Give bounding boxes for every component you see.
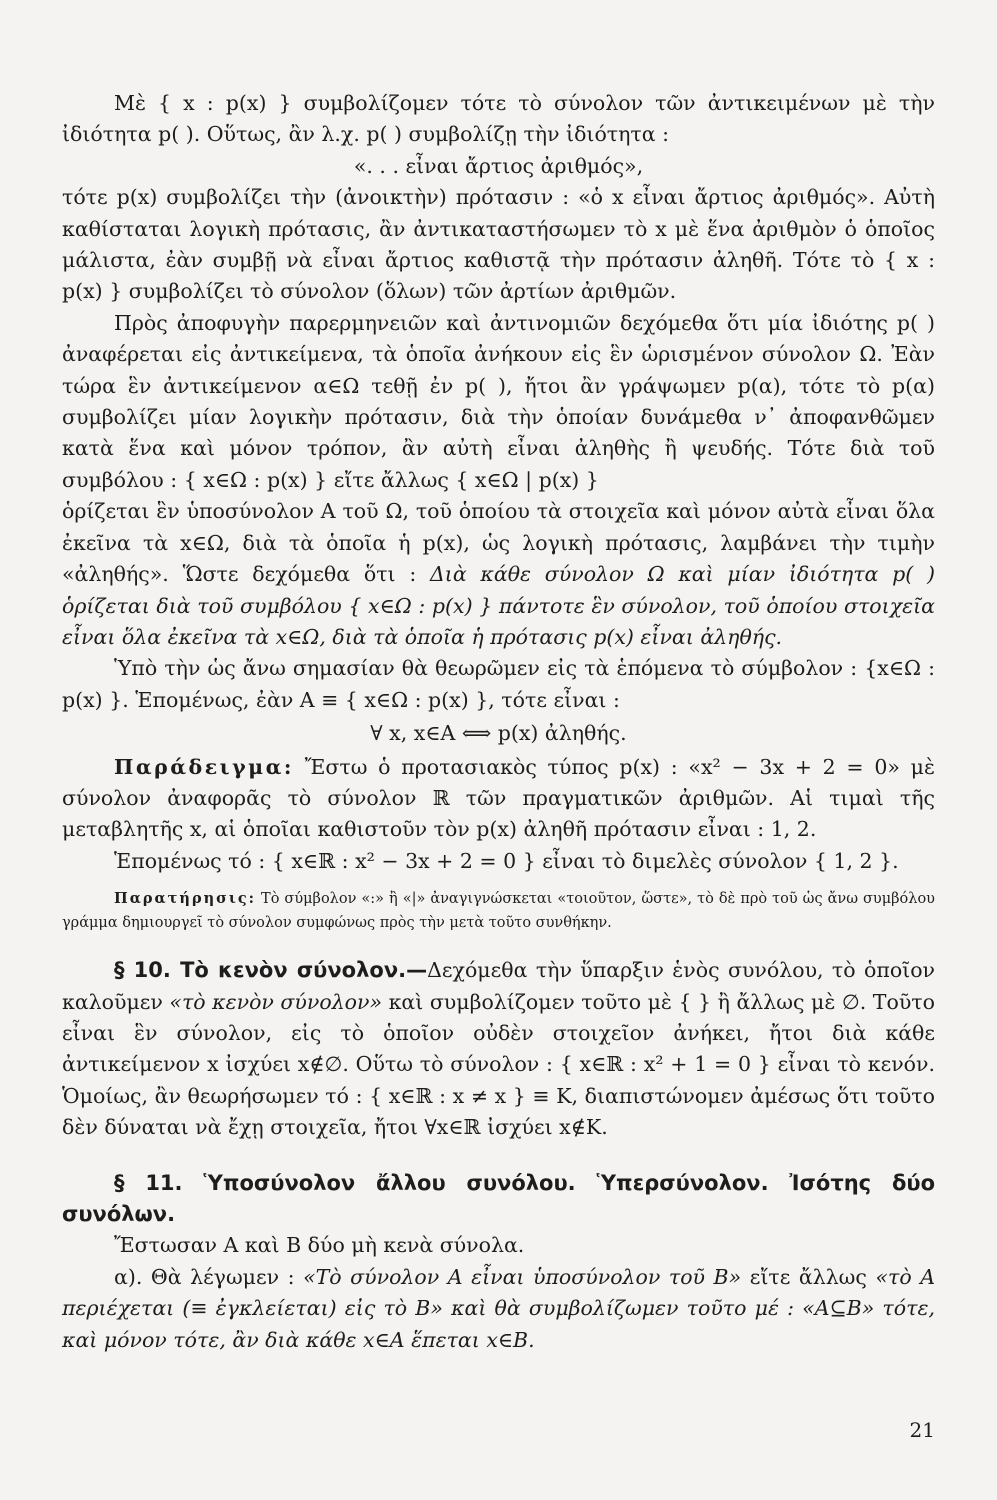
section-10-heading: § 10. Τὸ κενὸν σύνολον.— <box>114 958 428 983</box>
section-10-text-b: καὶ συμβολίζομεν τοῦτο μὲ { } ἢ ἄλλως μὲ ∅. Τοῦτο εἶναι ἓν σύνολον, εἰς τὸ ὁποῖον οὐδὲν στοιχεῖον ἀνήκει, ἤτοι διὰ κάθε ἀντικείμενον x ἰσχύει x∉∅. Οὕτω τὸ σύνολον : { x∈ℝ : x² + 1 = 0 } εἶναι τὸ κενόν. Ὁμοίως, ἂν θεωρήσωμεν τό : { x∈ℝ : x ≠ x } ≡ K, διαπιστώνομεν ἀμέσως ὅτι τοῦτο δὲν δύναται νὰ ἔχῃ στοιχεῖα, ἤτοι ∀x∈ℝ ἰσχύει x∉K. <box>62 989 935 1140</box>
remark-text: Τὸ σύμβολον «:» ἢ «|» ἀναγιγνώσκεται «τοιοῦτον, ὥστε», τὸ δὲ πρὸ τοῦ ὡς ἄνω συμβόλου γράμμα δημιουργεῖ τὸ σύνολον συμφώνως πρὸς τὴν μετὰ τοῦτο συνθήκην. <box>62 891 935 932</box>
example-text: Ἔστω ὁ προτασιακὸς τύπος p(x) : «x² − 3x + 2 = 0» μὲ σύνολον ἀναφορᾶς τὸ σύνολον ℝ τῶν πραγματικῶν ἀριθμῶν. Αἱ τιμαὶ τῆς μεταβλητῆς x, αἱ ὁποῖαι καθιστοῦν τὸν p(x) ἀληθῆ πρότασιν εἶναι : 1, 2. <box>62 754 935 842</box>
quote-even-number: «. . . εἶναι ἄρτιος ἀριθμός», <box>353 153 644 178</box>
paragraph-1: Μὲ { x : p(x) } συμβολίζομεν τότε τὸ σύνολον τῶν ἀντικειμένων μὲ τὴν ἰδιότητα p( ). Οὕτως, ἂν λ.χ. p( ) συμβολίζῃ τὴν ἰδιότητα : <box>62 91 935 147</box>
empty-set-term: «τὸ κενὸν σύνολον» <box>169 989 383 1014</box>
definition-a-alternative: εἴτε ἄλλως <box>749 1264 867 1289</box>
paragraph-2: Πρὸς ἀποφυγὴν παρερμηνειῶν καὶ ἀντινομιῶν δεχόμεθα ὅτι μία ἰδιότης p( ) ἀναφέρεται εἰς ἀντικείμενα, τὰ ὁποῖα ἀνήκουν εἰς ἓν ὡρισμένον σύνολον Ω. Ἐὰν τώρα ἓν ἀντικείμενον α∈Ω τεθῇ ἐν p( ), ἤτοι ἂν γράψωμεν p(α), τότε τὸ p(α) συμβολίζει μίαν λογικὴν πρότασιν, διὰ τὴν ὁποίαν δυνάμεθα ν᾽ ἀποφανθῶμεν κατὰ ἕνα καὶ μόνον τρόπον, ἂν αὐτὴ εἶναι ἀληθὴς ἢ ψευδής. Τότε διὰ τοῦ συμβόλου : { x∈Ω : p(x) } εἴτε ἄλλως { x∈Ω | p(x) } <box>62 310 935 492</box>
section-10-text-a: Δεχόμεθα τὴν ὕπαρξιν ἑνὸς συνόλου, τὸ ὁποῖον καλοῦμεν <box>62 958 936 1014</box>
section-11-intro: Ἔστωσαν A καὶ B δύο μὴ κενὰ σύνολα. <box>114 1233 525 1258</box>
paragraph-2-continued <box>62 496 935 653</box>
section-10 <box>62 955 935 1143</box>
paragraph-1-continued: τότε p(x) συμβολίζει τὴν (ἀνοικτὴν) πρότασιν : «ὁ x εἶναι ἄρτιος ἀριθμός». Αὐτὴ καθίσταται λογικὴ πρότασις, ἂν ἀντικαταστήσωμεν τὸ x μὲ ἕνα ἀριθμὸν ὁ ὁποῖος μάλιστα, ἐὰν συμβῇ νὰ εἶναι ἄρτιος καθιστᾷ τὴν πρότασιν ἀληθῆ. Τότε τὸ { x : p(x) } συμβολίζει τὸ σύνολον (ὅλων) τῶν ἀρτίων ἀριθμῶν. <box>62 185 935 304</box>
page-content <box>62 88 935 1356</box>
definition-a-condition: καὶ θὰ συμβολίζωμεν τοῦτο μέ : «A⊆B» τότε, καὶ μόνον τότε, ἂν διὰ κάθε x∈A ἕπεται x∈B. <box>62 1296 935 1352</box>
set-builder-principle: Διὰ κάθε σύνολον Ω καὶ μίαν ἰδιότητα p( ) ὁρίζεται διὰ τοῦ συμβόλου { x∈Ω : p(x) } πάντοτε ἓν σύνολον, τοῦ ὁποίου στοιχεῖα εἶναι ὅλα ἐκεῖνα τὰ x∈Ω, διὰ τὰ ὁποῖα ἡ πρότασις p(x) εἶναι ἀληθής. <box>62 562 935 649</box>
section-11-definition-a <box>62 1262 935 1356</box>
paragraph-2-continued-text: ὁρίζεται ἓν ὑποσύνολον A τοῦ Ω, τοῦ ὁποίου τὰ στοιχεῖα καὶ μόνον αὐτὰ εἶναι ὅλα ἐκεῖνα τὰ x∈Ω, διὰ τὰ ὁποῖα ἡ p(x), ὡς λογικὴ πρότασις, λαμβάνει τὴν τιμὴν «ἀληθής». Ὥστε δεχόμεθα ὅτι : <box>62 499 935 587</box>
page-number: 21 <box>909 1418 935 1442</box>
definition-a-statement: «Τὸ σύνολον A εἶναι ὑποσύνολον τοῦ B» <box>303 1264 742 1289</box>
section-11-heading: § 11. Ὑποσύνολον ἄλλου συνόλου. Ὑπερσύνολον. Ἰσότης δύο συνόλων. <box>62 1170 935 1226</box>
section-11 <box>62 1168 935 1231</box>
remark-label: Παρατήρησις: <box>114 890 257 908</box>
example-paragraph <box>62 752 935 846</box>
remark-paragraph <box>62 887 935 935</box>
paragraph-3: Ὑπὸ τὴν ὡς ἄνω σημασίαν θὰ θεωρῶμεν εἰς τὰ ἑπόμενα τὸ σύμβολον : {x∈Ω : p(x) }. Ἑπομένως, ἐὰν A ≡ { x∈Ω : p(x) }, τότε εἶναι : <box>62 656 935 712</box>
example-label: Παράδειγμα: <box>114 754 294 779</box>
definition-a-label: α). Θὰ λέγωμεν : <box>114 1264 295 1289</box>
example-continued: Ἑπομένως τό : { x∈ℝ : x² − 3x + 2 = 0 } εἶναι τὸ διμελὲς σύνολον { 1, 2 }. <box>114 848 899 873</box>
definition-a-contained: «τὸ A περιέχεται (≡ ἐγκλείεται) εἰς τὸ B» <box>62 1264 936 1321</box>
equivalence-formula: ∀ x, x∈A ⟺ p(x) ἀληθής. <box>370 721 627 746</box>
